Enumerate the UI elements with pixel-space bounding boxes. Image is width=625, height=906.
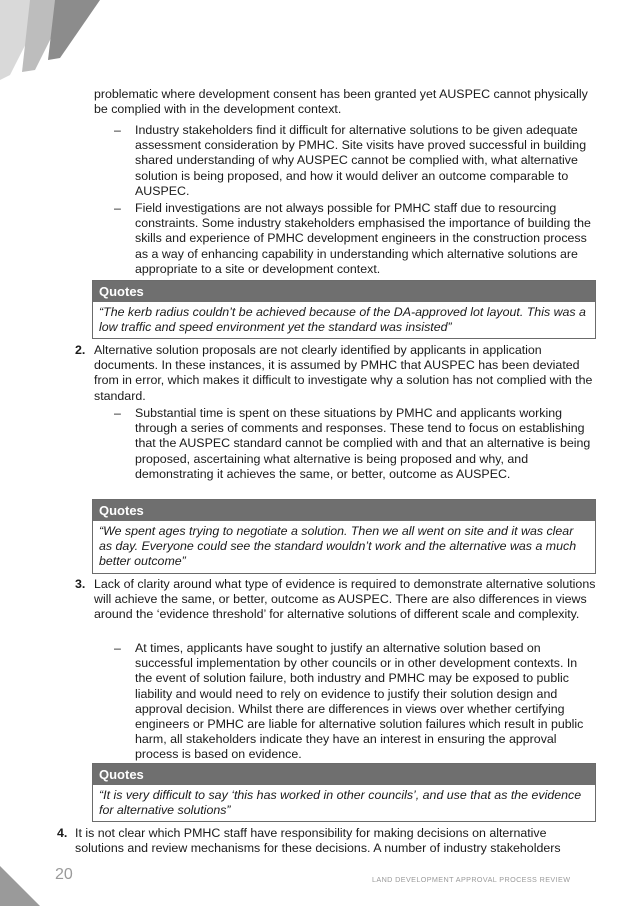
quote-box-title: Quotes: [93, 281, 595, 302]
quote-text: “It is very difficult to say ‘this has worked in other councils’, and use that as the evidence for alternative solutions”: [99, 788, 582, 818]
numbered-item-text: Lack of clarity around what type of evidence is required to demonstrate alternative solutions will achieve the same, or better, outcome as AUSPEC. There are also differences in views around the ‘evidence threshold’ for alternative solutions of different scale and complexity.: [94, 577, 596, 622]
dash-bullet: –: [114, 123, 121, 137]
quote-text: “We spent ages trying to negotiate a solution. Then we all went on site and it was clear as day. Everyone could see the standard wouldn’t work and the alternative was a much better outcome”: [99, 524, 577, 569]
quote-box: [92, 499, 596, 574]
numbered-item-text: It is not clear which PMHC staff have responsibility for making decisions on alternative solutions and review mechanisms for these decisions. A number of industry stakeholders: [75, 826, 561, 856]
bullet-text: At times, applicants have sought to justify an alternative solution based on successful implementation by other councils or in other development contexts. In the event of solution failure, both industry and PMHC may be exposed to public liability and would need to rely on evidence to justify their solution design and approval decision. Whilst there are differences in views over whether certifying engineers or PMHC are liable for alternative solution failures which result in public harm, all stakeholders indicate they have an interest in ensuring the approval process is based on evidence.: [135, 641, 584, 762]
quote-box-title: Quotes: [93, 500, 595, 521]
list-number: 2.: [75, 343, 86, 357]
corner-decoration-bottom: [0, 856, 60, 906]
quote-box: [92, 280, 596, 339]
corner-decoration-top: [0, 0, 110, 80]
bullet-text: Industry stakeholders find it difficult for alternative solutions to be given adequate assessment consideration by PMHC. Site visits have proved successful in building shared understanding of why AUSPEC cannot be complied with, what alternative solution is being proposed, and how it would deliver an outcome comparable to AUSPEC.: [135, 123, 587, 198]
dash-bullet: –: [114, 641, 121, 655]
numbered-item-text: Alternative solution proposals are not clearly identified by applicants in application documents. In these instances, it is assumed by PMHC that AUSPEC has been deviated from in error, which makes it difficult to investigate why a solution has not complied with the standard.: [94, 343, 593, 403]
quote-box: [92, 763, 596, 822]
dash-bullet: –: [114, 406, 121, 420]
quote-text: “The kerb radius couldn’t be achieved because of the DA-approved lot layout. This was a low traffic and speed environment yet the standard was insisted”: [99, 305, 586, 335]
footer-title: LAND DEVELOPMENT APPROVAL PROCESS REVIEW: [372, 875, 571, 884]
quote-box-title: Quotes: [93, 764, 595, 785]
bullet-text: Field investigations are not always possible for PMHC staff due to resourcing constraints. Some industry stakeholders emphasised the importance of building the skills and experience of PMHC development engineers in the construction process as a way of enhancing capability in understanding which alternative solutions are appropriate to a site or development context.: [135, 201, 591, 276]
page-number: 20: [55, 866, 73, 883]
list-number: 4.: [57, 826, 68, 840]
list-number: 3.: [75, 577, 86, 591]
bullet-text: Substantial time is spent on these situations by PMHC and applicants working through a series of comments and responses. These tend to focus on establishing that the AUSPEC standard cannot be complied with and that an alternative is being proposed, ascertaining what alternative is being proposed and why, and demonstrating it achieves the same, or better, outcome as AUSPEC.: [135, 406, 591, 481]
intro-paragraph: problematic where development consent has been granted yet AUSPEC cannot physically be complied with in the development context.: [94, 87, 588, 117]
dash-bullet: –: [114, 201, 121, 215]
